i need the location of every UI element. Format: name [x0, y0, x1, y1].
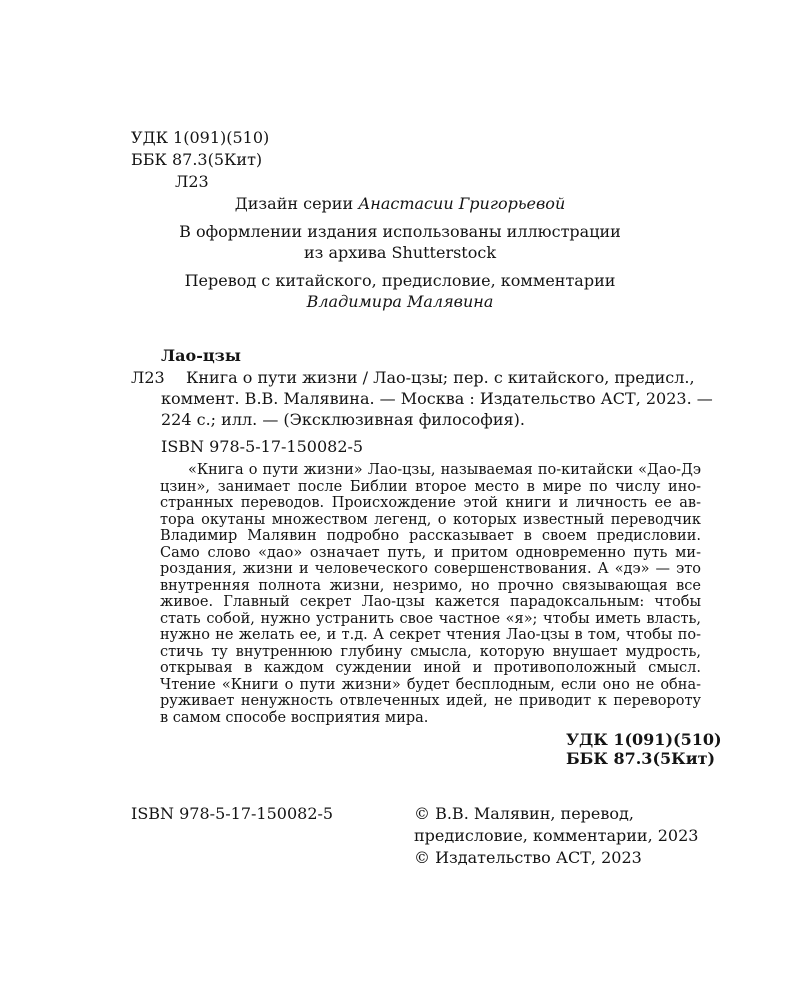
index-udk-code: УДК 1(091)(510) [566, 730, 722, 749]
author-heading: Лао-цзы [161, 346, 241, 365]
annotation-line: цзин», занимает после Библии второе место в мире по числу ино- [160, 478, 701, 495]
annotation-line: живое. Главный секрет Лао-цзы кажется парадоксальным: чтобы [160, 594, 701, 610]
annotation-line: руживает ненужность отвлеченных идей, не приводит к перевороту [160, 693, 701, 709]
annotation-line: «Книга о пути жизни» Лао-цзы, называемая по-китайски «Дао-Дэ [188, 462, 701, 478]
copyright-line-3: © Издательство АСТ, 2023 [414, 848, 642, 867]
translation-credit: Перевод с китайского, предисловие, комментарии [184, 271, 616, 290]
annotation-line: Само слово «дао» означает путь, и притом одновременно путь ми- [160, 544, 701, 561]
translator-name: Владимира Малявина [306, 292, 494, 311]
record-sign: Л23 [131, 368, 165, 387]
annotation-line: тора окутаны множеством легенд, о которых известный переводчик [160, 511, 701, 528]
udk-code: УДК 1(091)(510) [131, 128, 270, 147]
annotation-line: Владимир Малявин подробно рассказывает в своем предисловии. [160, 528, 701, 544]
illustrations-note-line-2: из архива Shutterstock [303, 243, 497, 262]
annotation [160, 462, 701, 726]
series-design-prefix: Дизайн серии [234, 194, 359, 213]
illustrations-note-line-1: В оформлении издания использованы иллюстрации [179, 222, 621, 241]
record-description-line-3: 224 с.; илл. — (Эксклюзивная философия). [161, 410, 525, 429]
annotation-line: в самом способе восприятия мира. [160, 709, 429, 726]
annotation-line: Чтение «Книги о пути жизни» будет бесплодным, если оно не обна- [160, 676, 701, 693]
series-designer-name: Анастасии Григорьевой [358, 194, 566, 213]
record-description-line-2: коммент. В.В. Малявина. — Москва : Издательство АСТ, 2023. — [161, 389, 713, 408]
footer-isbn: ISBN 978-5-17-150082-5 [131, 804, 334, 823]
annotation-line: роздания, жизни и человеческого совершенствования. А «дэ» — это [160, 561, 701, 577]
series-design-credit [0, 193, 800, 215]
annotation-line: нужно не желать ее, и т.д. А секрет чтения Лао-цзы в том, чтобы по- [160, 627, 701, 643]
author-sign: Л23 [175, 172, 209, 191]
record-description-line-1: Книга о пути жизни / Лао-цзы; пер. с китайского, предисл., [186, 368, 695, 387]
copyright-line-2: предисловие, комментарии, 2023 [414, 826, 699, 845]
annotation-line: стичь ту внутреннюю глубину смысла, которую внушает мудрость, [160, 643, 701, 660]
record-isbn: ISBN 978-5-17-150082-5 [161, 437, 364, 456]
bbk-code: ББК 87.3(5Кит) [131, 150, 263, 169]
copyright-line-1: © В.В. Малявин, перевод, [414, 804, 634, 823]
annotation-line: странных переводов. Происхождение этой книги и личность ее ав- [160, 495, 701, 511]
annotation-line: внутренняя полнота жизни, незримо, но прочно связывающая все [160, 577, 701, 594]
annotation-line: стать собой, нужно устранить свое частное «я»; чтобы иметь власть, [160, 610, 701, 627]
annotation-line: открывая в каждом суждении иной и противоположный смысл. [160, 660, 701, 676]
index-bbk-code: ББК 87.3(5Кит) [566, 749, 716, 768]
